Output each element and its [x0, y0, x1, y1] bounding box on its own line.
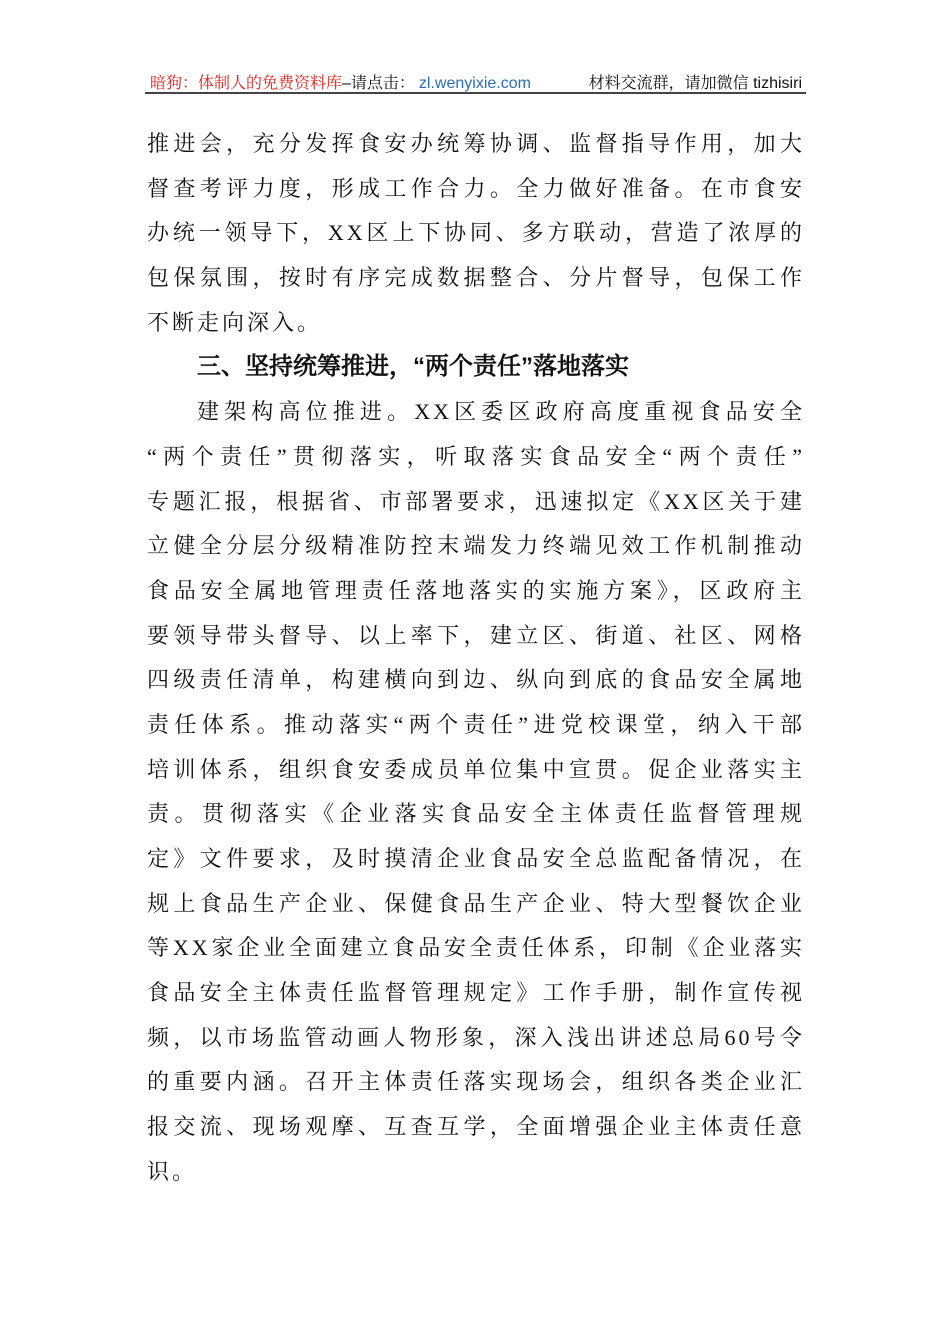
document-body: [147, 122, 805, 1195]
text-line: 食品安全主体责任监督管理规定》工作手册，制作宣传视: [147, 980, 805, 1006]
text-line: 要领导带头督导、以上率下，建立区、街道、社区、网格: [147, 622, 805, 648]
header-brand: 暗狗：体制人的免费资料库: [150, 75, 343, 92]
text-line: 四级责任清单，构建横向到边、纵向到底的食品安全属地: [147, 667, 805, 693]
text-line: 的重要内涵。召开主体责任落实现场会，组织各类企业汇: [147, 1069, 805, 1095]
text-line: 立健全分层分级精准防控末端发力终端见效工作机制推动: [147, 533, 805, 559]
header-divider: [145, 92, 806, 94]
paragraph: [147, 390, 805, 1194]
text-line: 识。: [147, 1158, 198, 1184]
text-line: 办统一领导下，XX区上下协同、多方联动，营造了浓厚的: [147, 220, 805, 246]
text-line: 建架构高位推进。XX区委区政府高度重视食品安全: [197, 399, 805, 425]
header-contact: 材料交流群，请加微信 tizhisiri: [588, 75, 802, 92]
text-line: 督查考评力度，形成工作合力。全力做好准备。在市食安: [147, 175, 805, 201]
text-line: 责任体系。推动落实“两个责任”进党校课堂，纳入干部: [147, 711, 805, 737]
text-line: 频，以市场监管动画人物形象，深入浅出讲述总局60号令: [147, 1024, 805, 1050]
page-header: [150, 70, 802, 93]
text-line: 报交流、现场观摩、互查互学，全面增强企业主体责任意: [147, 1114, 805, 1140]
text-line: 培训体系，组织食安委成员单位集中宣贯。促企业落实主: [147, 756, 805, 782]
text-line: “两个责任”贯彻落实，听取落实食品安全“两个责任”: [147, 443, 805, 469]
text-line: 定》文件要求，及时摸清企业食品安全总监配备情况，在: [147, 846, 805, 871]
text-line: 不断走向深入。: [147, 309, 323, 335]
text-line: 专题汇报，根据省、市部署要求，迅速拟定《XX区关于建: [147, 488, 805, 514]
text-line: 责。贯彻落实《企业落实食品安全主体责任监督管理规: [147, 801, 805, 827]
section-heading: 三、坚持统筹推进，“两个责任”落地落实: [197, 353, 629, 381]
paragraph: [147, 122, 805, 345]
text-line: 推进会，充分发挥食安办统筹协调、监督指导作用，加大: [147, 131, 805, 156]
header-link[interactable]: zl.wenyixie.com: [418, 75, 531, 92]
text-line: 等XX家企业全面建立食品安全责任体系，印制《企业落实: [147, 935, 805, 961]
text-line: 食品安全属地管理责任落地落实的实施方案》，区政府主: [147, 577, 805, 603]
text-line: 规上食品生产企业、保健食品生产企业、特大型餐饮企业: [147, 890, 805, 916]
header-prompt: –请点击：: [342, 75, 415, 92]
text-line: 包保氛围，按时有序完成数据整合、分片督导，包保工作: [147, 265, 805, 291]
